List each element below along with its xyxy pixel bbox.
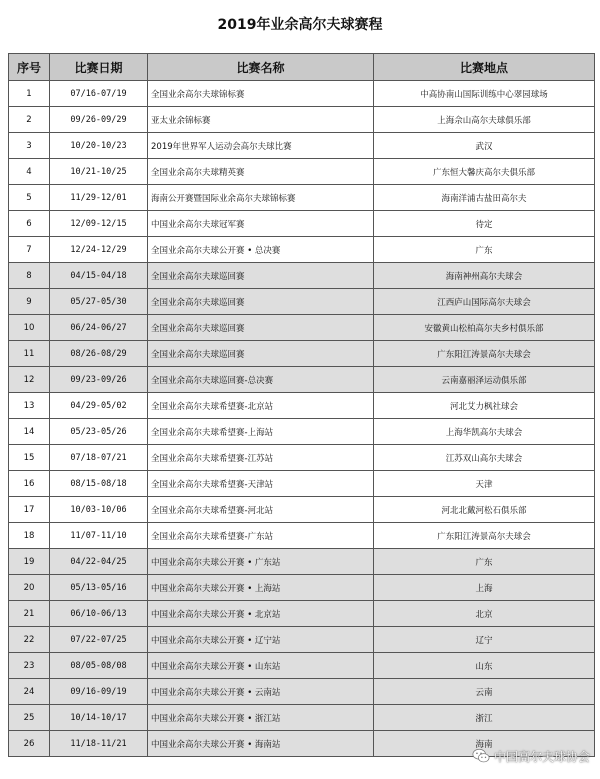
table-row <box>9 263 595 289</box>
row-seq: 23 <box>9 653 50 679</box>
row-venue: 海南 <box>374 731 595 757</box>
row-seq: 9 <box>9 289 50 315</box>
row-venue: 待定 <box>374 211 595 237</box>
table-row <box>9 653 595 679</box>
row-venue: 海南神州高尔夫球会 <box>374 263 595 289</box>
row-date: 12/24-12/29 <box>50 237 148 263</box>
row-name: 亚太业余锦标赛 <box>148 107 374 133</box>
row-seq: 18 <box>9 523 50 549</box>
table-row <box>9 289 595 315</box>
row-name: 全国业余高尔夫球巡回赛 <box>148 315 374 341</box>
row-venue: 浙江 <box>374 705 595 731</box>
schedule-table <box>8 53 595 757</box>
row-date: 07/18-07/21 <box>50 445 148 471</box>
row-name: 中国业余高尔夫球公开赛 • 北京站 <box>148 601 374 627</box>
table-row <box>9 471 595 497</box>
table-row <box>9 523 595 549</box>
row-date: 05/23-05/26 <box>50 419 148 445</box>
row-seq: 13 <box>9 393 50 419</box>
row-venue: 中高协南山国际训练中心翠园球场 <box>374 81 595 107</box>
row-date: 09/26-09/29 <box>50 107 148 133</box>
table-row <box>9 107 595 133</box>
watermark <box>472 747 590 765</box>
row-venue: 海南洋浦古盐田高尔夫 <box>374 185 595 211</box>
row-venue: 河北艾力枫社球会 <box>374 393 595 419</box>
row-name: 全国业余高尔夫球巡回赛 <box>148 289 374 315</box>
row-venue: 辽宁 <box>374 627 595 653</box>
row-date: 11/29-12/01 <box>50 185 148 211</box>
row-date: 09/16-09/19 <box>50 679 148 705</box>
row-date: 08/05-08/08 <box>50 653 148 679</box>
row-venue: 天津 <box>374 471 595 497</box>
row-date: 08/26-08/29 <box>50 341 148 367</box>
row-seq: 24 <box>9 679 50 705</box>
row-seq: 3 <box>9 133 50 159</box>
row-name: 中国业余高尔夫球公开赛 • 上海站 <box>148 575 374 601</box>
row-seq: 14 <box>9 419 50 445</box>
row-name: 全国业余高尔夫球希望赛-上海站 <box>148 419 374 445</box>
row-date: 05/13-05/16 <box>50 575 148 601</box>
table-row <box>9 341 595 367</box>
row-venue: 广东阳江涛景高尔夫球会 <box>374 341 595 367</box>
table-row <box>9 601 595 627</box>
row-seq: 19 <box>9 549 50 575</box>
row-name: 全国业余高尔夫球巡回赛 <box>148 341 374 367</box>
row-date: 07/16-07/19 <box>50 81 148 107</box>
row-venue: 广东 <box>374 549 595 575</box>
row-date: 04/29-05/02 <box>50 393 148 419</box>
row-seq: 17 <box>9 497 50 523</box>
header-name: 比赛名称 <box>148 54 374 81</box>
row-seq: 26 <box>9 731 50 757</box>
row-date: 06/24-06/27 <box>50 315 148 341</box>
row-seq: 2 <box>9 107 50 133</box>
row-seq: 4 <box>9 159 50 185</box>
table-row <box>9 367 595 393</box>
table-header-row <box>9 54 595 81</box>
row-name: 全国业余高尔夫球希望赛-广东站 <box>148 523 374 549</box>
row-name: 全国业余高尔夫球希望赛-天津站 <box>148 471 374 497</box>
row-seq: 10 <box>9 315 50 341</box>
table-row <box>9 185 595 211</box>
row-date: 11/18-11/21 <box>50 731 148 757</box>
table-row <box>9 393 595 419</box>
row-name: 全国业余高尔夫球锦标赛 <box>148 81 374 107</box>
row-name: 全国业余高尔夫球希望赛-河北站 <box>148 497 374 523</box>
watermark-text: 中国高尔夫球协会 <box>493 749 590 764</box>
row-name: 全国业余高尔夫球希望赛-江苏站 <box>148 445 374 471</box>
wechat-icon <box>472 747 490 765</box>
header-venue: 比赛地点 <box>374 54 595 81</box>
row-venue: 上海 <box>374 575 595 601</box>
table-row <box>9 679 595 705</box>
row-seq: 5 <box>9 185 50 211</box>
row-date: 10/20-10/23 <box>50 133 148 159</box>
row-date: 08/15-08/18 <box>50 471 148 497</box>
row-venue: 安徽黄山松柏高尔夫乡村俱乐部 <box>374 315 595 341</box>
row-venue: 上海佘山高尔夫球俱乐部 <box>374 107 595 133</box>
table-row <box>9 315 595 341</box>
row-date: 09/23-09/26 <box>50 367 148 393</box>
row-name: 中国业余高尔夫球公开赛 • 浙江站 <box>148 705 374 731</box>
row-venue: 武汉 <box>374 133 595 159</box>
row-date: 10/21-10/25 <box>50 159 148 185</box>
table-row <box>9 705 595 731</box>
row-name: 中国业余高尔夫球公开赛 • 海南站 <box>148 731 374 757</box>
table-row <box>9 549 595 575</box>
page-title: 2019年业余高尔夫球赛程 <box>217 17 383 33</box>
row-venue: 北京 <box>374 601 595 627</box>
row-date: 10/03-10/06 <box>50 497 148 523</box>
row-name: 全国业余高尔夫球巡回赛-总决赛 <box>148 367 374 393</box>
row-name: 2019年世界军人运动会高尔夫球比赛 <box>148 133 374 159</box>
row-seq: 15 <box>9 445 50 471</box>
row-seq: 16 <box>9 471 50 497</box>
row-name: 海南公开赛暨国际业余高尔夫球锦标赛 <box>148 185 374 211</box>
row-seq: 6 <box>9 211 50 237</box>
row-seq: 7 <box>9 237 50 263</box>
row-name: 中国业余高尔夫球冠军赛 <box>148 211 374 237</box>
row-seq: 25 <box>9 705 50 731</box>
row-venue: 云南嘉丽泽运动俱乐部 <box>374 367 595 393</box>
row-seq: 12 <box>9 367 50 393</box>
row-venue: 江苏双山高尔夫球会 <box>374 445 595 471</box>
table-row <box>9 575 595 601</box>
table-row <box>9 211 595 237</box>
row-venue: 广东恒大馨庆高尔夫俱乐部 <box>374 159 595 185</box>
row-seq: 11 <box>9 341 50 367</box>
row-name: 全国业余高尔夫球精英赛 <box>148 159 374 185</box>
row-date: 05/27-05/30 <box>50 289 148 315</box>
header-seq: 序号 <box>9 54 50 81</box>
row-date: 12/09-12/15 <box>50 211 148 237</box>
table-row <box>9 159 595 185</box>
row-venue: 河北北戴河松石俱乐部 <box>374 497 595 523</box>
header-date: 比赛日期 <box>50 54 148 81</box>
row-venue: 山东 <box>374 653 595 679</box>
table-body <box>9 81 595 757</box>
row-name: 中国业余高尔夫球公开赛 • 广东站 <box>148 549 374 575</box>
row-name: 中国业余高尔夫球公开赛 • 山东站 <box>148 653 374 679</box>
row-venue: 广东阳江涛景高尔夫球会 <box>374 523 595 549</box>
table-row <box>9 81 595 107</box>
row-name: 中国业余高尔夫球公开赛 • 辽宁站 <box>148 627 374 653</box>
row-seq: 22 <box>9 627 50 653</box>
row-date: 04/22-04/25 <box>50 549 148 575</box>
row-seq: 20 <box>9 575 50 601</box>
row-name: 全国业余高尔夫球巡回赛 <box>148 263 374 289</box>
row-venue: 江西庐山国际高尔夫球会 <box>374 289 595 315</box>
table-row <box>9 419 595 445</box>
row-date: 10/14-10/17 <box>50 705 148 731</box>
row-seq: 1 <box>9 81 50 107</box>
row-name: 中国业余高尔夫球公开赛 • 云南站 <box>148 679 374 705</box>
row-venue: 上海华凯高尔夫球会 <box>374 419 595 445</box>
row-date: 06/10-06/13 <box>50 601 148 627</box>
row-name: 全国业余高尔夫球希望赛-北京站 <box>148 393 374 419</box>
table-row <box>9 497 595 523</box>
row-seq: 21 <box>9 601 50 627</box>
row-date: 04/15-04/18 <box>50 263 148 289</box>
table-row <box>9 237 595 263</box>
row-venue: 云南 <box>374 679 595 705</box>
row-seq: 8 <box>9 263 50 289</box>
table-row <box>9 627 595 653</box>
table-row <box>9 445 595 471</box>
row-name: 全国业余高尔夫球公开赛 • 总决赛 <box>148 237 374 263</box>
row-venue: 广东 <box>374 237 595 263</box>
row-date: 07/22-07/25 <box>50 627 148 653</box>
row-date: 11/07-11/10 <box>50 523 148 549</box>
table-row <box>9 133 595 159</box>
